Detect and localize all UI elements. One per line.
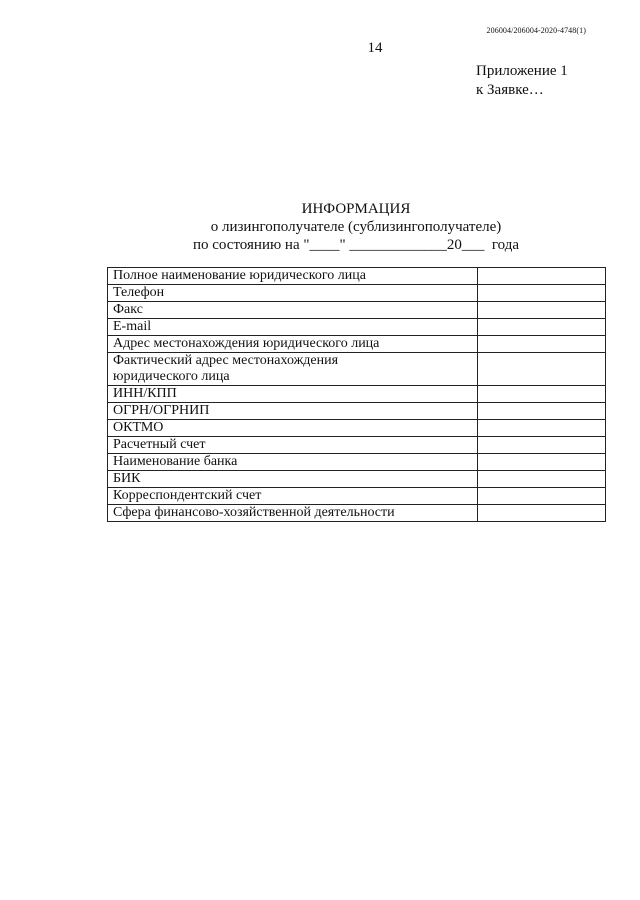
row-value-settlement-account[interactable] [477, 437, 605, 454]
row-value-phone[interactable] [477, 285, 605, 302]
row-value-fax[interactable] [477, 302, 605, 319]
row-value-inn-kpp[interactable] [477, 386, 605, 403]
row-label-ogrn: ОГРН/ОГРНИП [108, 403, 478, 420]
table-row [108, 403, 606, 420]
table-row [108, 386, 606, 403]
row-value-full-name[interactable] [477, 268, 605, 285]
row-value-oktmo[interactable] [477, 420, 605, 437]
table-row [108, 437, 606, 454]
lessee-info-table [107, 267, 606, 522]
row-label-business-sphere: Сфера финансово-хозяйственной деятельности [108, 505, 478, 522]
row-value-ogrn[interactable] [477, 403, 605, 420]
row-label-full-name: Полное наименование юридического лица [108, 268, 478, 285]
date-line: по состоянию на "____" _____________20___ года [192, 237, 519, 253]
table-row [108, 471, 606, 488]
row-label-bik: БИК [108, 471, 478, 488]
row-label-settlement-account: Расчетный счет [108, 437, 478, 454]
table-row [108, 353, 606, 386]
page-number: 14 [367, 40, 383, 56]
row-label-fax: Факс [108, 302, 478, 319]
table-row [108, 505, 606, 522]
table-row [108, 488, 606, 505]
appendix-line-1: Приложение 1 [476, 63, 568, 79]
row-value-business-sphere[interactable] [477, 505, 605, 522]
row-label-actual-address [108, 353, 478, 386]
row-value-actual-address[interactable] [477, 353, 605, 386]
row-label-inn-kpp: ИНН/КПП [108, 386, 478, 403]
row-value-bik[interactable] [477, 471, 605, 488]
row-label-oktmo: ОКТМО [108, 420, 478, 437]
document-subheading: о лизингополучателе (сублизингополучателе) [210, 219, 502, 235]
row-label-phone: Телефон [108, 285, 478, 302]
table-row [108, 454, 606, 471]
table-row [108, 268, 606, 285]
table-row [108, 285, 606, 302]
row-value-correspondent-account[interactable] [477, 488, 605, 505]
row-label-legal-address: Адрес местонахождения юридического лица [108, 336, 478, 353]
table-row [108, 336, 606, 353]
row-label-bank-name: Наименование банка [108, 454, 478, 471]
table-row [108, 420, 606, 437]
document-heading: ИНФОРМАЦИЯ [301, 201, 411, 217]
row-label-correspondent-account: Корреспондентский счет [108, 488, 478, 505]
row-label-email: E-mail [108, 319, 478, 336]
appendix-note [476, 62, 568, 100]
table-row [108, 302, 606, 319]
document-id: 206004/206004-2020-4748(1) [486, 26, 586, 35]
row-value-bank-name[interactable] [477, 454, 605, 471]
row-label-actual-address-line-2: юридического лица [113, 369, 230, 384]
table-row [108, 319, 606, 336]
row-value-email[interactable] [477, 319, 605, 336]
row-label-actual-address-line-1: Фактический адрес местонахождения [113, 353, 339, 368]
appendix-line-2: к Заявке… [476, 82, 544, 98]
row-value-legal-address[interactable] [477, 336, 605, 353]
title-block [0, 200, 640, 254]
